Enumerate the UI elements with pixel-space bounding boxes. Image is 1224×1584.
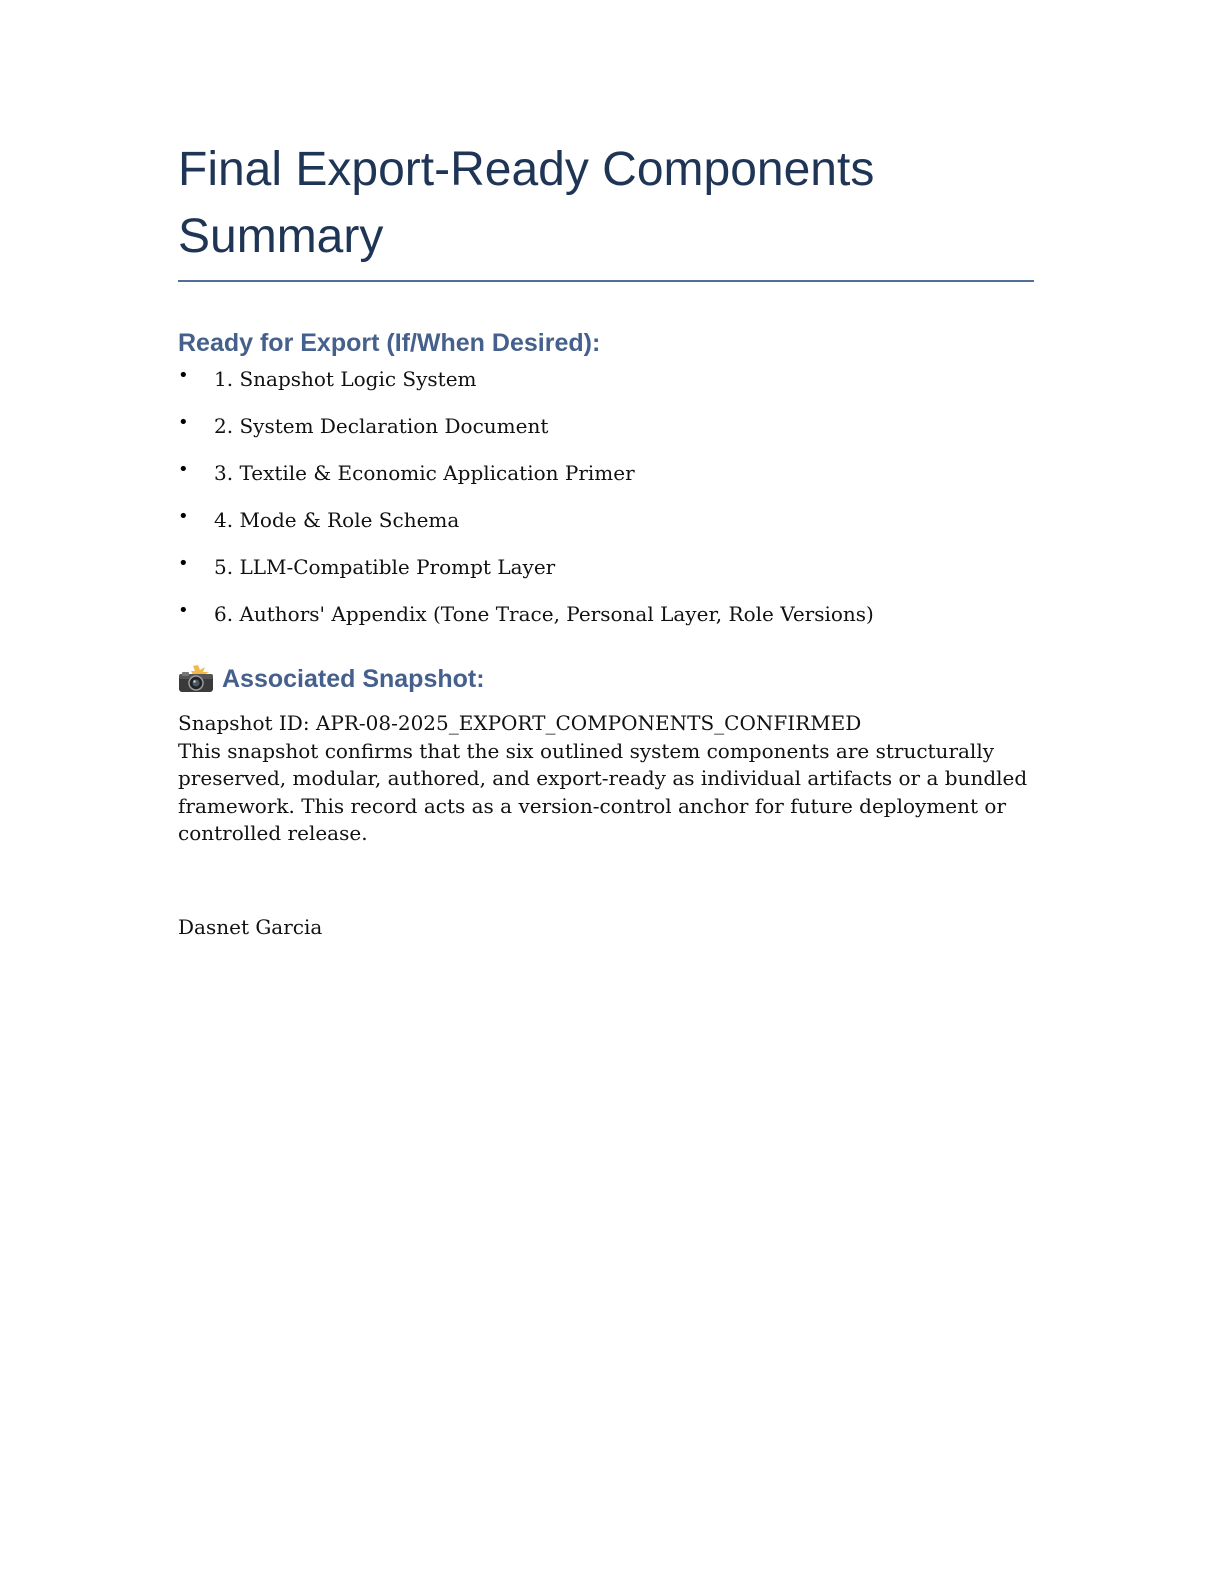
bullet-icon: • bbox=[178, 553, 189, 574]
list-item bbox=[178, 507, 1034, 534]
document-page bbox=[178, 136, 1034, 941]
component-label: 5. LLM-Compatible Prompt Layer bbox=[214, 555, 556, 579]
list-item bbox=[178, 554, 1034, 581]
list-item bbox=[178, 460, 1034, 487]
component-label: 4. Mode & Role Schema bbox=[214, 508, 460, 532]
page-title: Final Export-Ready Components Summary bbox=[178, 143, 875, 263]
ready-for-export-heading: Ready for Export (If/When Desired): bbox=[178, 329, 601, 357]
list-item bbox=[178, 413, 1034, 440]
associated-snapshot-heading bbox=[178, 662, 1034, 696]
snapshot-description: This snapshot confirms that the six outlined system components are structurally preserved, modular, authored, and export-ready as individual artifacts or a bundled framework. This record acts as a version-control anchor for future deployment or controlled release. bbox=[178, 738, 1028, 845]
component-label: 6. Authors' Appendix (Tone Trace, Personal Layer, Role Versions) bbox=[214, 602, 874, 626]
bullet-icon: • bbox=[178, 600, 189, 621]
snapshot-heading-label: Associated Snapshot: bbox=[222, 665, 485, 693]
component-label: 2. System Declaration Document bbox=[214, 414, 549, 438]
bullet-icon: • bbox=[178, 459, 189, 480]
title-divider bbox=[178, 280, 1034, 282]
list-item bbox=[178, 366, 1034, 393]
author-signature: Dasnet Garcia bbox=[178, 914, 323, 939]
bullet-icon: • bbox=[178, 506, 189, 527]
component-label: 3. Textile & Economic Application Primer bbox=[214, 461, 635, 485]
bullet-icon: • bbox=[178, 412, 189, 433]
component-label: 1. Snapshot Logic System bbox=[214, 367, 477, 391]
components-list bbox=[178, 366, 1034, 628]
bullet-icon: • bbox=[178, 365, 189, 386]
camera-flash-icon bbox=[178, 665, 214, 693]
snapshot-id: Snapshot ID: APR-08-2025_EXPORT_COMPONENTS_CONFIRMED bbox=[178, 711, 862, 735]
list-item bbox=[178, 601, 1034, 628]
